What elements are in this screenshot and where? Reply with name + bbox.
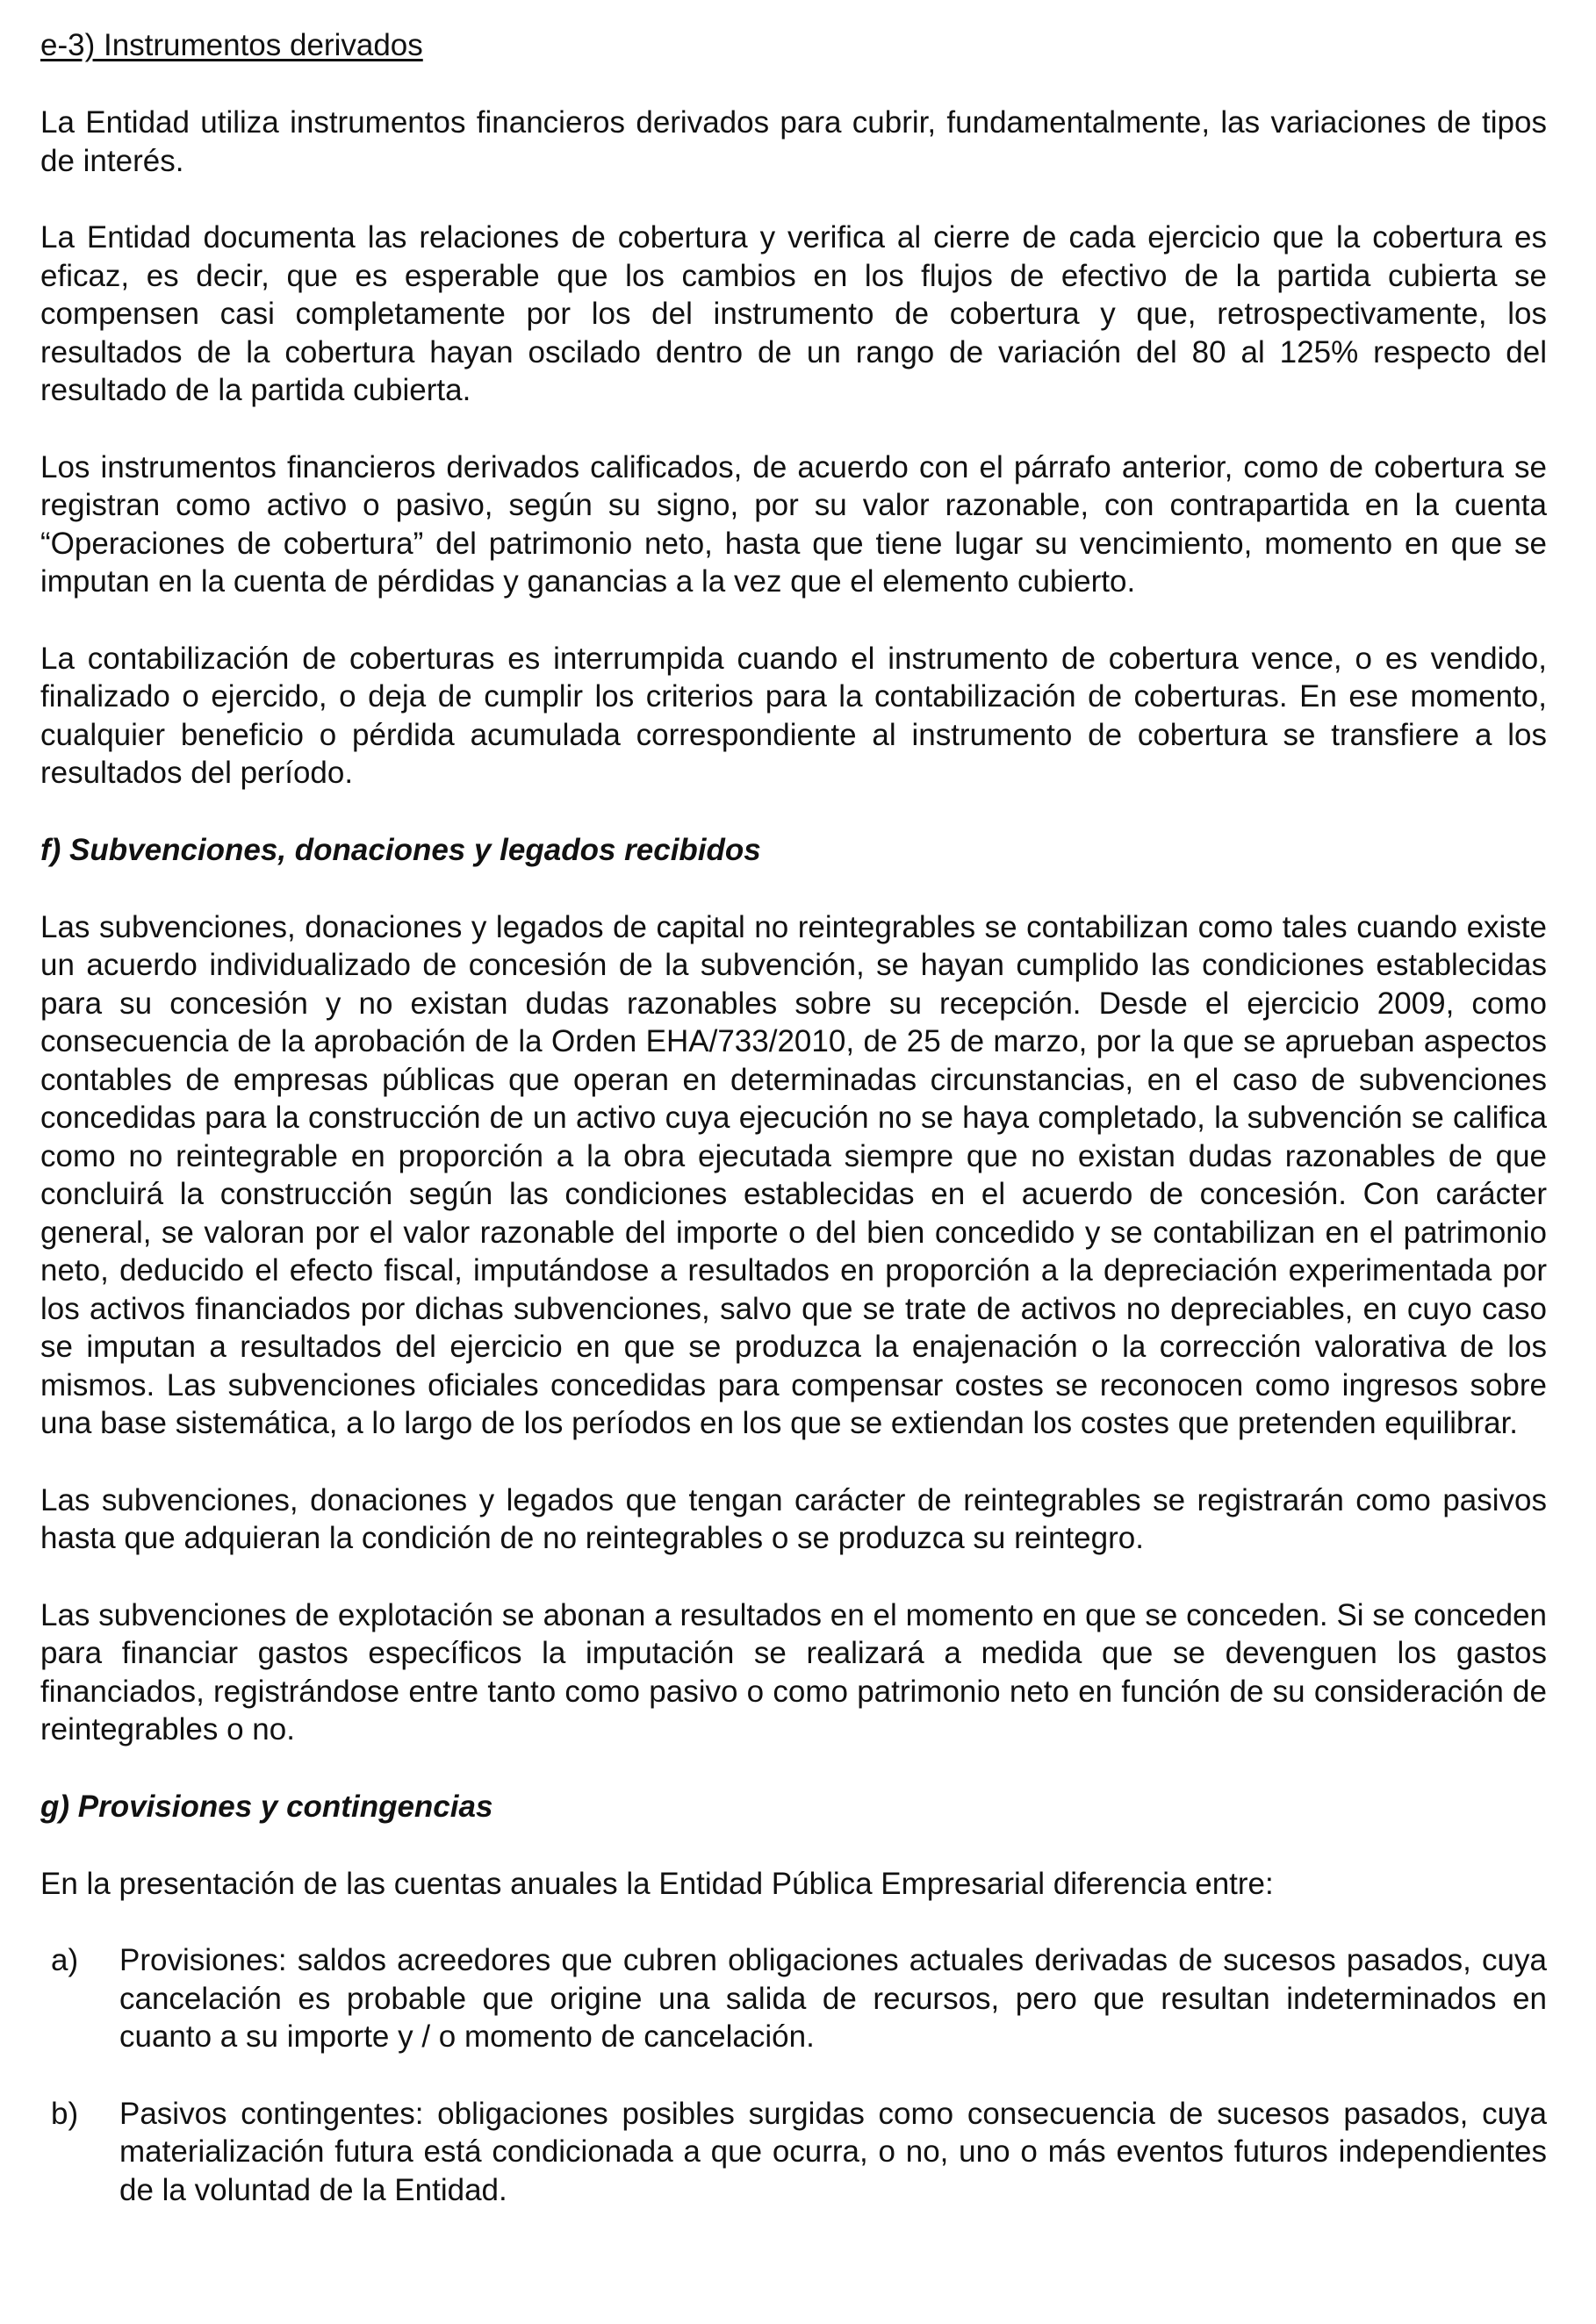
list-item-text: Pasivos contingentes: obligaciones posibles surgidas como consecuencia de sucesos pasados, cuya materialización futura está condicionada a que ocurra, o no, uno o más eventos futuros independientes de la voluntad de la Entidad.: [119, 2096, 1547, 2207]
paragraph: Los instrumentos financieros derivados calificados, de acuerdo con el párrafo anterior, como de cobertura se registran como activo o pasivo, según su signo, por su valor razonable, con contrapartida en la cuenta “Operaciones de cobertura” del patrimonio neto, hasta que tiene lugar su vencimiento, momento en que se imputan en la cuenta de pérdidas y ganancias a la vez que el elemento cubierto.: [40, 449, 1547, 599]
paragraph: Las subvenciones, donaciones y legados que tengan carácter de reintegrables se registrarán como pasivos hasta que adquieran la condición de no reintegrables o se produzca su reintegro.: [40, 1482, 1547, 1555]
list-item: [40, 2095, 1547, 2210]
section-heading-provisiones: g) Provisiones y contingencias: [40, 1789, 493, 1824]
paragraph: La contabilización de coberturas es interrumpida cuando el instrumento de cobertura vence, o es vendido, finalizado o ejercido, o deja de cumplir los criterios para la contabilización de coberturas. En ese momento, cualquier beneficio o pérdida acumulada correspondiente al instrumento de cobertura se transfiere a los resultados del período.: [40, 641, 1547, 790]
paragraph: Las subvenciones, donaciones y legados de capital no reintegrables se contabilizan como tales cuando existe un acuerdo individualizado de concesión de la subvención, se hayan cumplido las condiciones establecidas para su concesión y no existan dudas razonables sobre su recepción. Desde el ejercicio 2009, como consecuencia de la aprobación de la Orden EHA/733/2010, de 25 de marzo, por la que se aprueban aspectos contables de empresas públicas que operan en determinadas circunstancias, en el caso de subvenciones concedidas para la construcción de un activo cuya ejecución no se haya completado, la subvención se califica como no reintegrable en proporción a la obra ejecutada siempre que no existan dudas razonables de que concluirá la construcción según las condiciones establecidas en el acuerdo de concesión. Con carácter general, se valoran por el valor razonable del importe o del bien concedido y se contabilizan en el patrimonio neto, deducido el efecto fiscal, imputándose a resultados en proporción a la depreciación experimentada por los activos financiados por dichas subvenciones, salvo que se trate de activos no depreciables, en cuyo caso se imputan a resultados del ejercicio en que se produzca la enajenación o la corrección valorativa de los mismos. Las subvenciones oficiales concedidas para compensar costes se reconocen como ingresos sobre una base sistemática, a lo largo de los períodos en los que se extiendan los costes que pretenden equilibrar.: [40, 909, 1547, 1440]
paragraph: Las subvenciones de explotación se abonan a resultados en el momento en que se conceden. Si se conceden para financiar gastos específicos la imputación se realizará a medida que se devenguen los gastos financiados, registrándose entre tanto como pasivo o como patrimonio neto en función de su consideración de reintegrables o no.: [40, 1597, 1547, 1747]
paragraph: La Entidad documenta las relaciones de cobertura y verifica al cierre de cada ejercicio que la cobertura es eficaz, es decir, que es esperable que los cambios en los flujos de efectivo de la partida cubierta se compensen casi completamente por los del instrumento de cobertura y que, retrospectivamente, los resultados de la cobertura hayan oscilado dentro de un rango de variación del 80 al 125% respecto del resultado de la partida cubierta.: [40, 220, 1547, 407]
list-marker: b): [51, 2096, 79, 2131]
section-heading-subvenciones: f) Subvenciones, donaciones y legados recibidos: [40, 832, 761, 867]
paragraph: En la presentación de las cuentas anuales la Entidad Pública Empresarial diferencia entre:: [40, 1866, 1274, 1901]
document-page: [40, 26, 1547, 2248]
section-heading-derivados: e-3) Instrumentos derivados: [40, 28, 423, 62]
list-marker: a): [51, 1943, 79, 1977]
list-item: [40, 1941, 1547, 2056]
list-item-text: Provisiones: saldos acreedores que cubren obligaciones actuales derivadas de sucesos pasados, cuya cancelación es probable que origine una salida de recursos, pero que resultan indeterminados en cuanto a su importe y / o momento de cancelación.: [119, 1943, 1547, 2054]
paragraph: La Entidad utiliza instrumentos financieros derivados para cubrir, fundamentalmente, las variaciones de tipos de interés.: [40, 105, 1547, 178]
